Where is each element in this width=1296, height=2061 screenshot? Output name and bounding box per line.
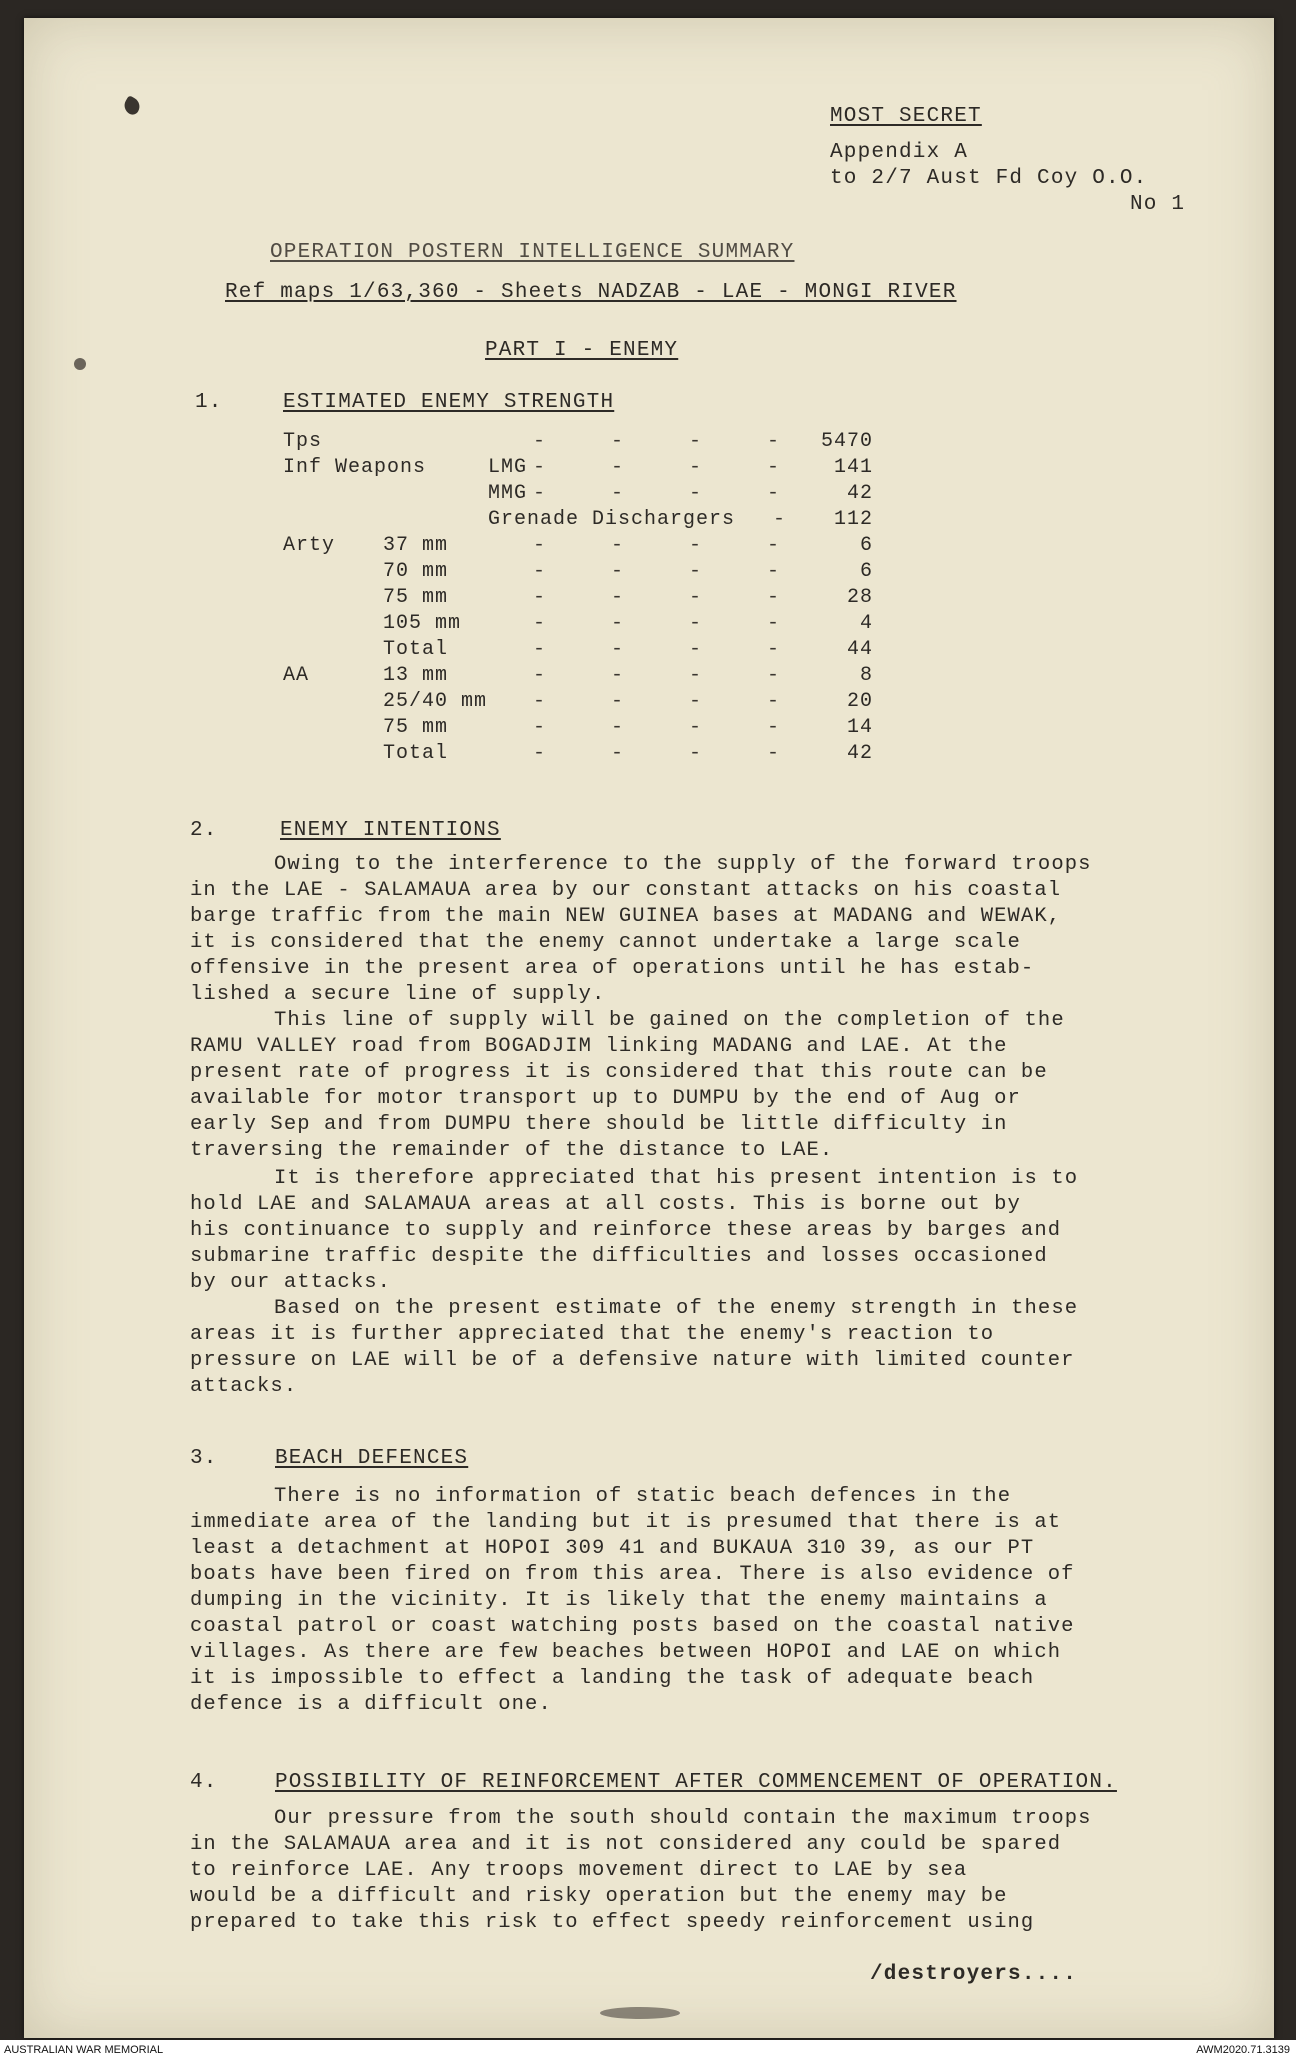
strength-item: MMG <box>488 482 528 505</box>
appendix-line: to 2/7 Aust Fd Coy O.O. <box>830 167 1148 190</box>
paragraph: This line of supply will be gained on the completion of the RAMU VALLEY road from BOGADJIM linking MADANG and LAE. At the present rate of progress it is considered that this route can be available for motor transport up to DUMPU by the end of Aug or early Sep and from DUMPU there should be little difficulty in traversing the remainder of the distance to LAE. <box>190 1009 1065 1162</box>
catchword: /destroyers.... <box>870 1963 1078 1986</box>
leader-dashes: - - - - <box>533 690 781 713</box>
leader-dashes: - - - - <box>533 612 781 635</box>
strength-item: Total <box>383 742 449 765</box>
strength-item: 105 mm <box>383 612 462 635</box>
section-number: 1. <box>195 391 223 414</box>
map-reference: Ref maps 1/63,360 - Sheets NADZAB - LAE - MONGI RIVER <box>225 281 957 304</box>
appendix-line: Appendix A <box>830 141 969 164</box>
section-heading: BEACH DEFENCES <box>275 1447 469 1470</box>
strength-item: LMG <box>488 456 528 479</box>
strength-category: AA <box>283 664 310 687</box>
section-heading: ESTIMATED ENEMY STRENGTH <box>283 391 615 414</box>
strength-item: 75 mm <box>383 716 449 739</box>
leader-dashes: - - - - <box>533 716 781 739</box>
section-number: 3. <box>190 1447 218 1470</box>
ink-stain <box>600 2007 680 2019</box>
classification-stamp: MOST SECRET <box>830 105 982 128</box>
leader-dashes: - - - - <box>533 638 781 661</box>
strength-item: Total <box>383 638 449 661</box>
leader-dashes: - - - - <box>533 430 781 453</box>
leader-dashes: - - - - <box>533 456 781 479</box>
strength-value: 5470 <box>820 430 873 453</box>
strength-item: 13 mm <box>383 664 449 687</box>
leader-dashes: - - - - <box>533 742 781 765</box>
paragraph: Owing to the interference to the supply of the forward troops in the LAE - SALAMAUA area by our constant attacks on his coastal barge traffic from the main NEW GUINEA bases at MADANG and WEWAK, it is considered that the enemy cannot undertake a large scale offensive in the present area of operations until he has estab- lished a secure line of supply. <box>190 853 1092 1006</box>
archive-reference: AWM2020.71.3139 <box>1196 2044 1290 2056</box>
section-number: 2. <box>190 819 218 842</box>
appendix-line: No 1 <box>1130 193 1186 216</box>
hole-punch-mark <box>74 358 86 370</box>
strength-value: 20 <box>846 690 873 713</box>
strength-value: 4 <box>859 612 873 635</box>
paragraph: Based on the present estimate of the enemy strength in these areas it is further appreciated that the enemy's reaction to pressure on LAE will be of a defensive nature with limited counter attacks. <box>190 1297 1079 1398</box>
strength-category: Arty <box>283 534 336 557</box>
leader-dashes: - - - - <box>533 560 781 583</box>
appendix-block <box>830 140 1186 218</box>
document-title: OPERATION POSTERN INTELLIGENCE SUMMARY <box>270 241 795 264</box>
leader-dashes: - - - - <box>533 664 781 687</box>
leader-dashes: - <box>773 508 787 531</box>
strength-value: 44 <box>846 638 873 661</box>
strength-value: 6 <box>859 534 873 557</box>
strength-category: Inf Weapons <box>283 456 427 479</box>
hole-punch-mark <box>121 95 143 117</box>
leader-dashes: - - - - <box>533 482 781 505</box>
strength-value: 28 <box>846 586 873 609</box>
strength-item: 70 mm <box>383 560 449 583</box>
strength-value: 6 <box>859 560 873 583</box>
strength-item: Grenade Dischargers <box>488 508 736 531</box>
strength-item: 25/40 mm <box>383 690 488 713</box>
section-heading: ENEMY INTENTIONS <box>280 819 501 842</box>
strength-value: 42 <box>846 482 873 505</box>
leader-dashes: - - - - <box>533 534 781 557</box>
paragraph: Our pressure from the south should contain the maximum troops in the SALAMAUA area and it is not considered any could be spared to reinforce LAE. Any troops movement direct to LAE by sea would be a difficult and risky operation but the enemy may be prepared to take this risk to effect speedy reinforcement using <box>190 1807 1092 1934</box>
leader-dashes: - - - - <box>533 586 781 609</box>
strength-item: 75 mm <box>383 586 449 609</box>
section-number: 4. <box>190 1771 218 1794</box>
section-heading: POSSIBILITY OF REINFORCEMENT AFTER COMMENCEMENT OF OPERATION. <box>275 1771 1117 1794</box>
strength-item: 37 mm <box>383 534 449 557</box>
strength-value: 8 <box>859 664 873 687</box>
strength-value: 14 <box>846 716 873 739</box>
archive-footer <box>0 2040 1296 2061</box>
archive-name: AUSTRALIAN WAR MEMORIAL <box>4 2044 164 2056</box>
paragraph: There is no information of static beach defences in the immediate area of the landing but it is presumed that there is at least a detachment at HOPOI 309 41 and BUKAUA 310 39, as our PT boats have been fired on from this area. There is also evidence of dumping in the vicinity. It is likely that the enemy maintains a coastal patrol or coast watching posts based on the coastal native villages. As there are few beaches between HOPOI and LAE on which it is impossible to effect a landing the task of adequate beach defence is a difficult one. <box>190 1485 1075 1716</box>
strength-value: 112 <box>833 508 873 531</box>
strength-value: 141 <box>833 456 873 479</box>
paragraph: It is therefore appreciated that his present intention is to hold LAE and SALAMAUA areas at all costs. This is borne out by his continuance to supply and reinforce these areas by barges and submarine traffic despite the difficulties and losses occasioned by our attacks. <box>190 1167 1079 1294</box>
strength-category: Tps <box>283 430 323 453</box>
strength-value: 42 <box>846 742 873 765</box>
part-heading: PART I - ENEMY <box>485 339 679 362</box>
